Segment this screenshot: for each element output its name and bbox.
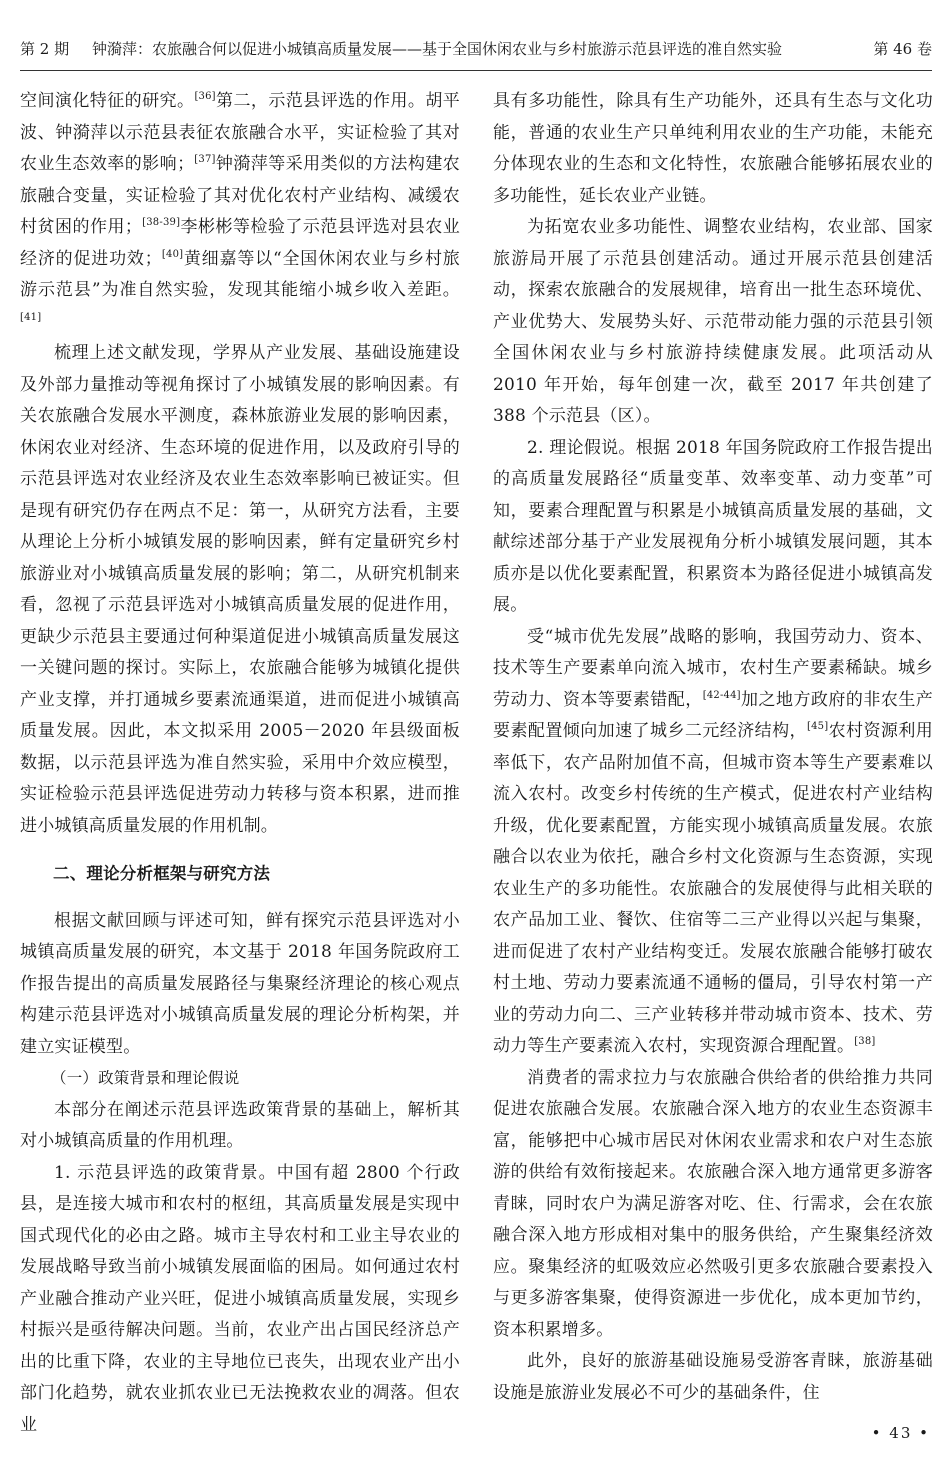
- paragraph-theoretical-hypothesis: 2. 理论假说。根据 2018 年国务院政府工作报告提出的高质量发展路径“质量变革、效率变革、动力变革”可知，要素合理配置与积累是小城镇高质量发展的基础，文献综述部分基于产业发展视角分析小城镇发展问题，其本质亦是以优化要素配置，积累资本为路径促进小城镇高发展。: [493, 437, 933, 615]
- citation: [42-44]: [702, 689, 741, 701]
- paragraph-demonstration-counties: 为拓宽农业多功能性、调整农业结构，农业部、国家旅游局开展了示范县创建活动。通过开展示范县创建活动，探索农旅融合的发展规律，培育出一批生态环境优、产业优势大、发展势头好、示范带动能力强的示范县引领全国休闲农业与乡村旅游持续健康发展。此项活动从 2010 年开始，每年创建一次，截至 2017 年共创建了 388 个示范县（区）。: [493, 217, 933, 426]
- subsection-heading: （一）政策背景和理论假说: [51, 1069, 240, 1087]
- paragraph-framework-intro: 根据文献回顾与评述可知，鲜有探究示范县评选对小城镇高质量发展的研究，本文基于 2018 年国务院政府工作报告提出的高质量发展路径与集聚经济理论的核心观点构建示范县评选对小城镇高质量发展的理论分析构架，并建立实证模型。: [20, 910, 460, 1057]
- header-rule: [20, 70, 932, 71]
- paragraph-demand-supply: 消费者的需求拉力与农旅融合供给者的供给推力共同促进农旅融合发展。农旅融合深入地方的农业生态资源丰富，能够把中心城市居民对休闲农业需求和农户对生态旅游的供给有效衔接起来。农旅融合深入地方通常更多游客青睐，同时农户为满足游客对吃、住、行需求，会在农旅融合深入地方形成相对集中的服务供给，产生聚集经济效应。聚集经济的虹吸效应必然吸引更多农旅融合要素投入与更多游客集聚，使得资源进一步优化，成本更加节约，资本积累增多。: [493, 1067, 933, 1340]
- paragraph-policy-background: 1. 示范县评选的政策背景。中国有超 2800 个行政县，是连接大城市和农村的枢纽，其高质量发展是实现中国式现代化的必由之路。城市主导农村和工业主导农业的发展战略导致当前小城镇发展面临的困局。如何通过农村产业融合推动产业兴旺，促进小城镇高质量发展，实现乡村振兴是亟待解决问题。当前，农业产出占国民经济总产出的比重下降，农业的主导地位已丧失，出现农业产出小部门化趋势，就农业抓农业已无法挽救农业的凋落。但农业: [20, 1162, 460, 1435]
- citation: [45]: [807, 721, 829, 732]
- citation: [38]: [854, 1036, 876, 1047]
- running-title: 钟漪萍：农旅融合何以促进小城镇高质量发展——基于全国休闲农业与乡村旅游示范县评选的准自然实验: [92, 40, 783, 58]
- left-column: [20, 86, 460, 1435]
- paragraph-subsection-intro: 本部分在阐述示范县评选政策背景的基础上，解析其对小城镇高质量的作用机理。: [20, 1099, 460, 1151]
- paragraph-infrastructure: 此外，良好的旅游基础设施易受游客青睐，旅游基础设施是旅游业发展必不可少的基础条件，住: [493, 1351, 933, 1403]
- paragraph-review-summary: 梳理上述文献发现，学界从产业发展、基础设施建设及外部力量推动等视角探讨了小城镇发展的影响因素。有关农旅融合发展水平测度，森林旅游业发展的影响因素，休闲农业对经济、生态环境的促进作用，以及政府引导的示范县评选对农业经济及农业生态效率影响已被证实。但是现有研究仍存在两点不足：第一，从研究方法看，主要从理论上分析小城镇发展的影响因素，鲜有定量研究乡村旅游业对小城镇高质量发展的影响；第二，从研究机制来看，忽视了示范县评选对小城镇高质量发展的促进作用，更缺少示范县主要通过何种渠道促进小城镇高质量发展这一关键问题的探讨。实际上，农旅融合能够为城镇化提供产业支撑，并打通城乡要素流通渠道，进而促进小城镇高质量发展。因此，本文拟采用 2005－2020 年县级面板数据，以示范县评选为准自然实验，采用中介效应模型，实证检验示范县评选促进劳动力转移与资本积累，进而推进小城镇高质量发展的作用机制。: [20, 343, 460, 836]
- citation: [40]: [161, 248, 184, 260]
- page-number: • 43 •: [871, 1424, 930, 1442]
- volume-number: 第 46 卷: [873, 40, 932, 58]
- citation: [36]: [194, 91, 216, 102]
- citation: [38-39]: [142, 217, 181, 228]
- citation: [37]: [194, 154, 216, 165]
- citation: [41]: [20, 311, 42, 323]
- section-heading: 二、理论分析框架与研究方法: [53, 864, 271, 883]
- paragraph-factor-allocation: 受“城市优先发展”战略的影响，我国劳动力、资本、技术等生产要素单向流入城市，农村生产要素稀缺。城乡劳动力、资本等要素错配，[42-44]加之地方政府的非农生产要素配置倾向加速了城乡二元经济结构，[45]农村资源利用率低下，农产品附加值不高，但城市资本等生产要素难以流入农村。改变乡村传统的生产模式，促进农村产业结构升级，优化要素配置，方能实现小城镇高质量发展。农旅融合以农业为依托，融合乡村文化资源与生态资源，实现农业生产的多功能性。农旅融合的发展使得与此相关联的农产品加工业、餐饮、住宿等二三产业得以兴起与集聚，进而促进了农村产业结构变迁。发展农旅融合能够打破农村土地、劳动力要素流通不通畅的僵局，引导农村第一产业的劳动力向二、三产业转移并带动城市资本、技术、劳动力等生产要素流入农村，实现资源合理配置。[38]: [493, 626, 933, 1056]
- issue-number: 第 2 期: [20, 40, 70, 58]
- paragraph-literature-end: 空间演化特征的研究。[36]第二，示范县评选的作用。胡平波、钟漪萍以示范县表征农旅融合水平，实证检验了其对农业生态效率的影响；[37]钟漪萍等采用类似的方法构建农旅融合变量，实证检验了其对优化农村产业结构、减缓农村贫困的作用；[38-39]李彬彬等检验了示范县评选对县农业经济的促进功效；[40]黄细嘉等以“全国休闲农业与乡村旅游示范县”为准自然实验，发现其能缩小城乡收入差距。[41]: [20, 91, 460, 323]
- paragraph-multifunctionality: 具有多功能性，除具有生产功能外，还具有生态与文化功能，普通的农业生产只单纯利用农业的生产功能，未能充分体现农业的生态和文化特性，农旅融合能够拓展农业的多功能性，延长农业产业链。: [493, 91, 933, 206]
- right-column: [493, 86, 933, 1416]
- running-header: [20, 36, 932, 62]
